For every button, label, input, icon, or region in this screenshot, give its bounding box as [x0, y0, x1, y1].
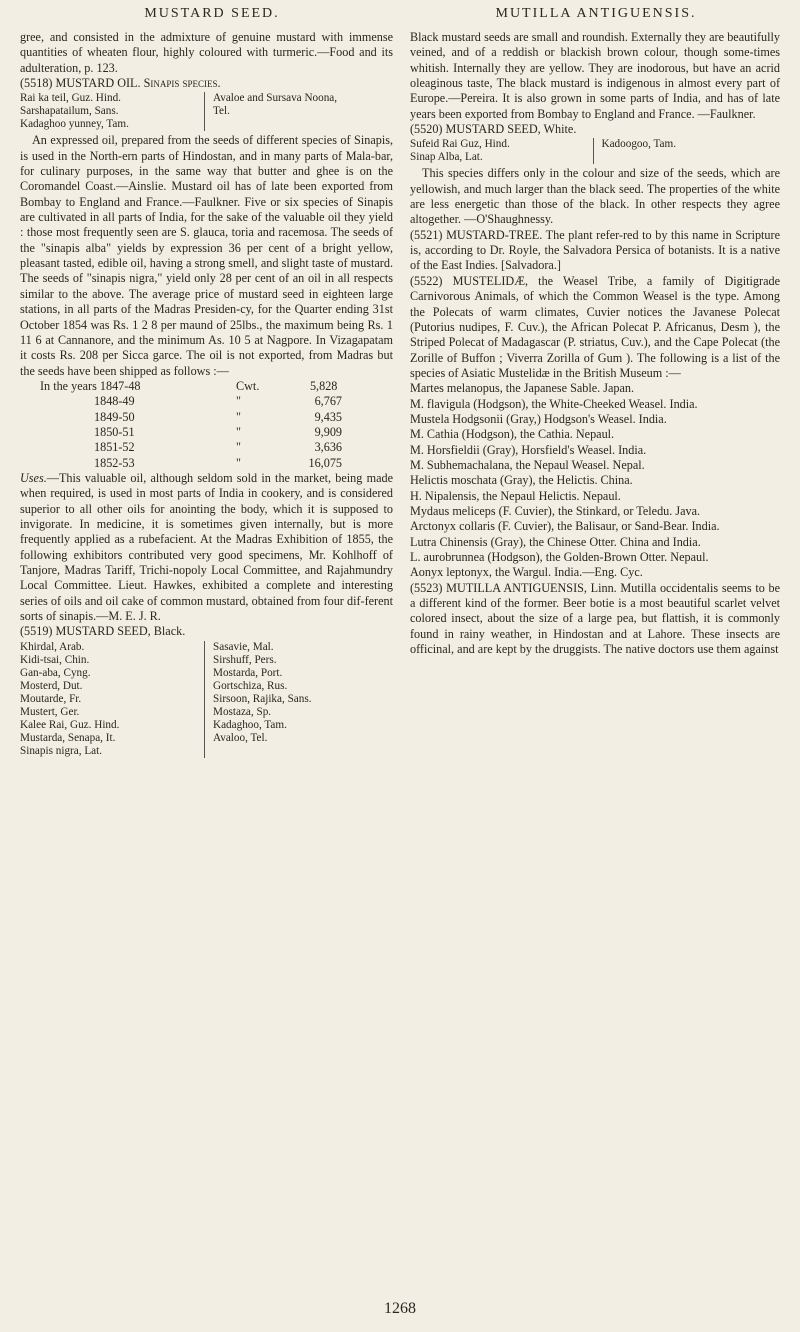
name-entry: Sufeid Rai Guz, Hind. — [410, 138, 510, 151]
uses-text: —This valuable oil, although seldom sold in the market, being made when required, is used in most parts of India in cookery, and is considered superior to all other oils for anointing the body, which it is supposed to invigorate. In medicine, it is sometimes given internally, but is more frequently applied as a rubefacient. At the Madras Exhibition of 1855, the following exhibitors contributed very good specimens, Mr. Kohlhoff of Tanjore, Madras Tariff, Trichi-nopoly Local Committee, and Rajahmundry Local Committee. Lieut. Hawkes, exhibited a complete and interesting series of oils and oil cake of common mustard, obtained from four dif-ferent sorts of sinapis.—M. E. J. R. — [20, 470, 393, 624]
export-value: 16,075 — [308, 455, 342, 470]
export-unit: " — [236, 424, 241, 439]
name-entry: Gan-aba, Cyng. — [20, 666, 91, 679]
running-head-right: MUTILLA ANTIGUENSIS. — [495, 6, 697, 21]
species-item: Mydaus meliceps (F. Cuvier), the Stinkard, or Teledu. Java. — [410, 503, 701, 518]
name-entry: Gortschiza, Rus. — [213, 679, 288, 692]
export-row — [40, 456, 393, 471]
name-entry: Kidi-tsai, Chin. — [20, 653, 90, 666]
entry-5518-uses — [20, 471, 393, 624]
export-value: 5,828 — [309, 378, 338, 393]
species-item: M. flavigula (Hodgson), the White-Cheeked Weasel. India. — [410, 396, 698, 411]
species-item: Helictis moschata (Gray), the Helictis. China. — [410, 473, 633, 488]
name-entry: Kadaghoo yunney, Tam. — [20, 118, 129, 131]
name-entry: Sasavie, Mal. — [213, 640, 274, 653]
species-item: L. aurobrunnea (Hodgson), the Golden-Brown Otter. Nepaul. — [410, 550, 709, 564]
name-entry: Sirsoon, Rajika, Sans. — [213, 692, 312, 705]
species-item: Arctonyx collaris (F. Cuvier), the Balisaur, or Sand-Bear. India. — [410, 519, 720, 534]
species-item: Aonyx leptonyx, the Wargul. India.—Eng. Cyc. — [410, 565, 643, 580]
name-entry: Mosterd, Dut. — [20, 679, 83, 692]
name-entry: Avaloo, Tel. — [213, 731, 268, 744]
export-row — [40, 379, 393, 394]
left-column — [20, 30, 393, 760]
export-unit: " — [236, 455, 241, 470]
species-item: H. Nipalensis, the Nepaul Helictis. Nepaul. — [410, 488, 621, 503]
entry-5523: (5523) MUTILLA ANTIGUENSIS, Linn. Mutilla occidentalis seems to be a different kind of the former. Beer botie is a most beautiful scarlet velvet colored insect, about the size of a large pea, but flattish, it is commonly found in rainy weather, in Hindostan and at Lahore. These insects are officinal, and are kept by the druggists. The native doctors use them against — [410, 580, 780, 657]
names-right — [205, 92, 393, 131]
export-row — [40, 410, 393, 425]
name-entry: Sarshapatailum, Sans. — [20, 105, 119, 118]
entry-5520-title: (5520) MUSTARD SEED, White. — [410, 122, 577, 137]
export-value: 3,636 — [314, 440, 342, 455]
running-header — [0, 6, 800, 30]
name-entry: Mustert, Ger. — [20, 705, 80, 718]
entry-5518-vernacular-names — [20, 92, 393, 131]
running-head-left: MUSTARD SEED. — [144, 6, 280, 21]
export-unit: " — [236, 394, 241, 409]
entry-5522-body: (5522) MUSTELIDÆ, the Weasel Tribe, a family of Digitigrade Carnivorous Animals, of which the Common Weasel is the type. Among the Polecats of warm climates, Cuvier notices the Javanese Polecat (Putorius nudipes, F. Cuv.), the African Polecat P. Africanus, Desm ), the Striped Polecat of Madagascar (P. striatus, Cuv.), and the Cape Polecat (the Zorille of Buffon ; Viverra Zorilla of Gum ). The following is a list of the species of Asiatic Mustelidæ in the British Museum :— — [410, 273, 780, 380]
intro-paragraph: gree, and consisted in the admixture of genuine mustard with immense quantities of wheaten flour, highly coloured with turmeric.—Food and its adulteration, p. 123. — [20, 30, 393, 75]
name-entry: Tel. — [213, 105, 230, 118]
entry-5519-title: (5519) MUSTARD SEED, Black. — [20, 624, 186, 639]
page-number: 1268 — [384, 1300, 416, 1317]
export-table — [40, 379, 393, 471]
names-right — [594, 138, 781, 164]
name-entry: Mustarda, Senapa, It. — [20, 731, 116, 744]
entry-5518-body: An expressed oil, prepared from the seeds of different species of Sinapis, is used in the North-ern parts of Hindostan, and in many parts of Mala-bar, for culinary purposes, in the same way that butter and ghee is on the Coromandel Coast.—Ainslie. Mustard oil has of late been exported from Bombay to England and France.—Faulkner. Five or six species of Sinapis are cultivated in all parts of India, for the sake of the valuable oil they yield : those most frequently seen are S. glauca, toria and racemosa. The seeds of the "sinapis alba" yields by expression 36 per cent of a bright yellow, pleasant tasted, edible oil, having a strong smell, and slight taste of mustard. The seeds of "sinapis nigra," yield only 28 per cent of an oil in all respects similar to the above. The average price of mustard seed in eighteen large stations, in all parts of the Madras Presiden-cy, for the Quarter ending 31st October 1854 was Rs. 1 2 8 per maund of 25lbs., the maximum being Rs. 1 11 6 at Cannanore, and the minimum As. 10 5 at Nagpore. In Vizagapatam it costs Rs. 208 per Sicca garce. The oil is not exported, from Madras but the seeds have been shipped as follows :— — [20, 133, 393, 378]
name-entry: Sinapis nigra, Lat. — [20, 744, 103, 757]
name-entry: Khirdal, Arab. — [20, 640, 85, 653]
species-item: Lutra Chinensis (Gray), the Chinese Otter. China and India. — [410, 534, 701, 549]
export-value: 9,435 — [314, 409, 342, 424]
right-column — [410, 30, 780, 657]
entry-5518-heading — [20, 76, 393, 91]
name-entry: Sinap Alba, Lat. — [410, 151, 483, 164]
export-row — [40, 394, 393, 409]
export-row — [40, 440, 393, 455]
name-entry: Moutarde, Fr. — [20, 692, 82, 705]
export-unit: Cwt. — [236, 378, 260, 393]
species-item: M. Subhemachalana, the Nepaul Weasel. Nepal. — [410, 457, 645, 472]
name-entry: Mostarda, Port. — [213, 666, 283, 679]
entry-5519-vernacular-names — [20, 641, 393, 758]
name-entry: Mostaza, Sp. — [213, 705, 272, 718]
species-item: Martes melanopus, the Japanese Sable. Japan. — [410, 381, 635, 396]
names-left — [20, 641, 205, 758]
entry-5519-body: Black mustard seeds are small and roundish. Externally they are beautifully veined, and of a reddish or blackish brown colour, though some-times whitish. Internally they are yellow. They are inodorous, but have an acrid oleaginous taste, The black mustard is indigenous in almost every part of Europe.—Pereira. It is also grown in some parts of India, and has of late years been exported from Bombay to England and France. —Faulkner. — [410, 30, 780, 121]
name-entry: Kalee Rai, Guz. Hind. — [20, 718, 120, 731]
export-value: 9,909 — [314, 424, 342, 439]
name-entry: Rai ka teil, Guz. Hind. — [20, 92, 121, 105]
entry-5520-vernacular-names — [410, 138, 780, 164]
name-entry: Kadaghoo, Tam. — [213, 718, 287, 731]
name-entry: Kadoogoo, Tam. — [601, 138, 677, 151]
species-item: M. Horsfieldii (Gray), Horsfield's Weasel. India. — [410, 442, 647, 457]
export-unit: " — [236, 409, 241, 424]
export-unit: " — [236, 440, 241, 455]
export-value: 6,767 — [314, 394, 342, 409]
species-item: Mustela Hodgsonii (Gray,) Hodgson's Weasel. India. — [410, 411, 667, 426]
name-entry: Sirshuff, Pers. — [213, 653, 277, 666]
names-left — [410, 138, 594, 164]
uses-label: Uses. — [20, 470, 47, 485]
export-year: In the years 1847-48 — [40, 378, 141, 393]
export-row — [40, 425, 393, 440]
species-item: M. Cathia (Hodgson), the Cathia. Nepaul. — [410, 427, 615, 442]
names-left — [20, 92, 205, 131]
entry-5520-body: This species differs only in the colour and size of the seeds, which are yellowish, and much larger than the black seed. The properties of the white are less energetic than those of the black. In other respects they agree altogether. —O'Shaughnessy. — [410, 166, 780, 227]
export-year: 1848-49 — [94, 394, 135, 409]
export-year: 1850-51 — [94, 424, 135, 439]
entry-5518-title: (5518) MUSTARD OIL. — [20, 76, 141, 91]
export-year: 1851-52 — [94, 440, 135, 455]
export-year: 1852-53 — [94, 455, 135, 470]
entry-5518-tag: Sinapis species. — [143, 76, 221, 91]
name-entry: Avaloe and Sursava Noona, — [213, 92, 338, 105]
export-year: 1849-50 — [94, 409, 135, 424]
entry-5521: (5521) MUSTARD-TREE. The plant refer-red to by this name in Scripture is, according to Dr. Royle, the Salvadora Persica of botanists. It is a native of the East Indies. [Salvadora.] — [410, 227, 780, 273]
names-right — [205, 641, 393, 758]
